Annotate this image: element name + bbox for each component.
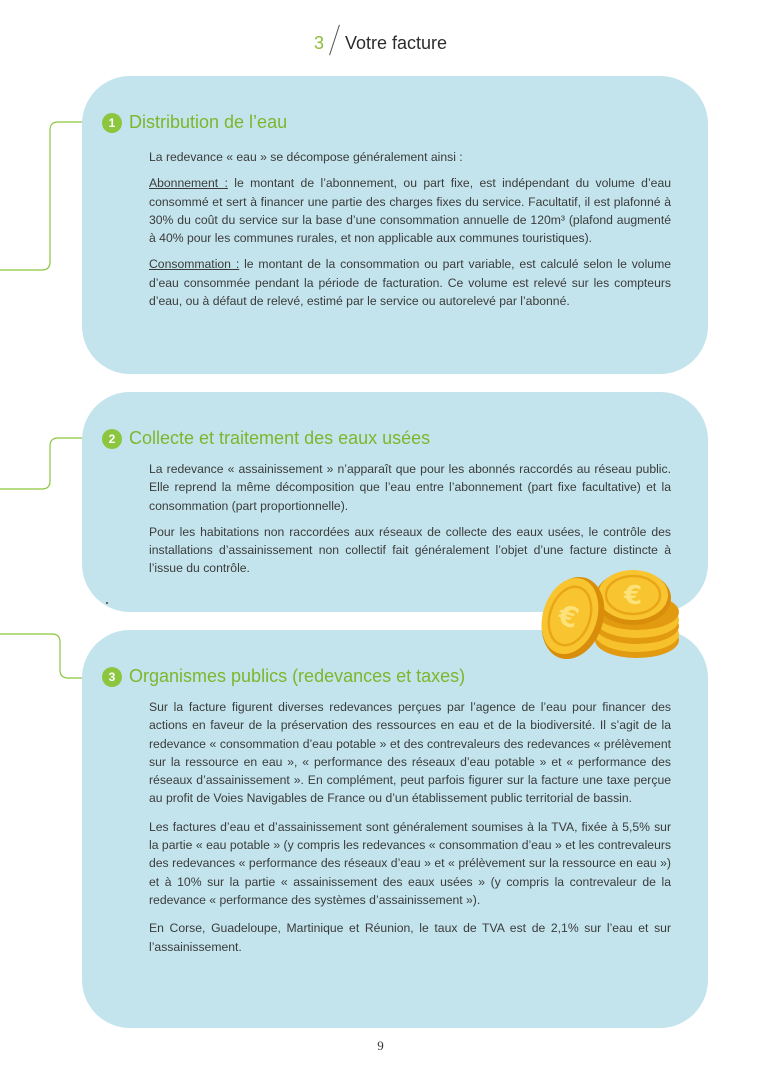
abonnement-paragraph: [149, 174, 671, 247]
header-divider: [329, 25, 340, 56]
section-number-badge: 2: [102, 429, 122, 449]
page-header: [0, 28, 761, 64]
section-body: [149, 148, 671, 318]
page-number: 9: [377, 1038, 384, 1053]
section-title-text: Distribution de l’eau: [129, 112, 288, 132]
section-body: [149, 698, 671, 964]
svg-text:€: €: [554, 597, 583, 636]
paragraph: La redevance « assainissement » n’apparaît que pour les abonnés raccordés au réseau public. Elle reprend la même décomposition que l’eau entre l’abonnement (part fixe facultative) et la consommation (part proportionnelle).: [149, 462, 671, 513]
chapter-title: Votre facture: [344, 32, 448, 53]
intro-paragraph: La redevance « eau » se décompose généralement ainsi :: [149, 150, 463, 164]
paragraph: En Corse, Guadeloupe, Martinique et Réunion, le taux de TVA est de 2,1% sur l’eau et sur l’assainissement.: [149, 921, 671, 954]
paragraph: Pour les habitations non raccordées aux réseaux de collecte des eaux usées, le contrôle des installations d’assainissement non collectif fait généralement l’objet d’une facture distincte à l’issue du contrôle.: [149, 524, 671, 576]
chapter-number: 3: [313, 32, 324, 53]
section-title-text: Organismes publics (redevances et taxes): [129, 666, 466, 686]
section-title-organismes: [102, 666, 465, 687]
stray-dot: [106, 602, 108, 604]
svg-text:€: €: [623, 581, 643, 611]
paragraph: Les factures d’eau et d’assainissement sont généralement soumises à la TVA, fixée à 5,5% sur la partie « eau potable » (y compris les redevances « consommation d’eau » et les contrevaleurs des redevances « performance des réseaux d’eau » et « prélèvement sur la ressource en eau ») et à 10% sur la partie « assainissement des eaux usées » (y compris la contrevaleur de la redevance « performance des systèmes d’assainissement »).: [149, 819, 671, 907]
consommation-text: le montant de la consommation ou part variable, est calculé selon le volume d’eau consommée pendant la période de facturation. Ce volume est relevé sur les compteurs d’eau, ou à défaut de relevé, estimé par le service ou autorelevé par l’abonné.: [149, 257, 671, 309]
section-number-badge: 1: [102, 113, 122, 133]
consommation-paragraph: [149, 255, 671, 310]
section-title-distribution: [102, 112, 287, 133]
euro-coins-icon: [537, 568, 687, 664]
abonnement-label: Abonnement :: [149, 176, 228, 191]
section-organismes: [82, 630, 708, 1028]
abonnement-text: le montant de l’abonnement, ou part fixe, est indépendant du volume d’eau consommé et sert à financer une partie des charges fixes du service. Facultatif, il est plafonné à 30% du coût du service sur la base d’une consommation annuelle de 120m³ (plafond augmenté à 40% pour les communes rurales, et non applicable aux communes touristiques).: [149, 176, 671, 246]
section-body: [149, 460, 671, 586]
section-distribution: [82, 76, 708, 374]
section-number-badge: 3: [102, 667, 122, 687]
paragraph: Sur la facture figurent diverses redevances perçues par l’agence de l’eau pour financer des actions en faveur de la préservation des ressources en eau et de la biodiversité. Il s’agit de la redevance « consommation d’eau potable » et des contrevaleurs des redevances « prélèvement sur la ressource en eau », « performance des réseaux d’eau potable » et « performance des réseaux d’assainissement ». En complément, peut parfois figurer sur la facture une taxe perçue au profit de Voies Navigables de France ou d’un établissement public territorial de bassin.: [149, 700, 671, 806]
section-title-text: Collecte et traitement des eaux usées: [129, 428, 431, 448]
consommation-label: Consommation :: [149, 257, 240, 272]
section-title-collecte: [102, 428, 430, 449]
